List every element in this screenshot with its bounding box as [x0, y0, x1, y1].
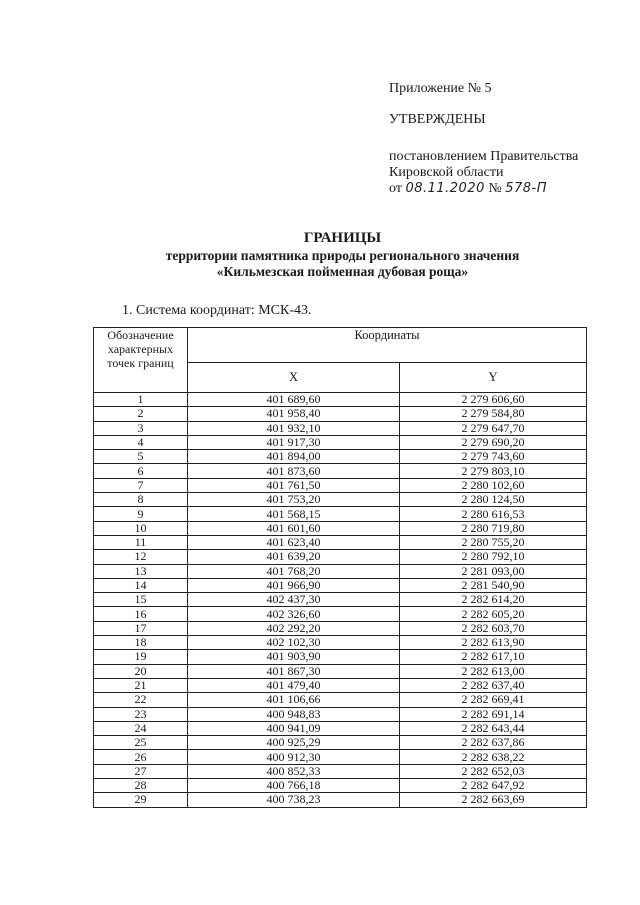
y-coordinate-cell: 2 279 803,10: [400, 464, 587, 478]
table-row: [94, 578, 587, 592]
x-coordinate-cell: 401 873,60: [188, 464, 400, 478]
y-coordinate-cell: 2 282 605,20: [400, 607, 587, 621]
table-row: [94, 678, 587, 692]
document-title: ГРАНИЦЫ: [303, 230, 382, 246]
x-coordinate-cell: 400 948,83: [188, 707, 400, 721]
point-number-cell: 5: [94, 450, 188, 464]
decree-number-handwritten: 578-П: [505, 181, 548, 196]
x-column-header: X: [188, 362, 400, 392]
point-number-cell: 28: [94, 779, 188, 793]
points-header-line: характерных: [107, 342, 174, 356]
coordinates-column-header: Координаты: [188, 328, 587, 363]
table-row: [94, 636, 587, 650]
x-coordinate-cell: 401 768,20: [188, 564, 400, 578]
x-coordinate-cell: 402 437,30: [188, 593, 400, 607]
point-number-cell: 20: [94, 664, 188, 678]
table-row: [94, 664, 587, 678]
table-row: [94, 521, 587, 535]
point-number-cell: 23: [94, 707, 188, 721]
decree-date-handwritten: 08.11.2020: [405, 181, 485, 196]
point-number-cell: 2: [94, 407, 188, 421]
point-number-cell: 19: [94, 650, 188, 664]
table-row: [94, 736, 587, 750]
y-column-header: Y: [400, 362, 587, 392]
y-coordinate-cell: 2 282 613,90: [400, 636, 587, 650]
table-row: [94, 764, 587, 778]
point-number-cell: 10: [94, 521, 188, 535]
point-number-cell: 13: [94, 564, 188, 578]
table-row: [94, 707, 587, 721]
y-coordinate-cell: 2 280 755,20: [400, 535, 587, 549]
points-column-header: [94, 328, 188, 393]
y-coordinate-cell: 2 282 637,40: [400, 678, 587, 692]
x-coordinate-cell: 401 761,50: [188, 478, 400, 492]
y-coordinate-cell: 2 282 663,69: [400, 793, 587, 807]
table-row: [94, 593, 587, 607]
table-row: [94, 493, 587, 507]
table-row: [94, 750, 587, 764]
decree-number-sign: №: [488, 181, 502, 196]
table-row: [94, 650, 587, 664]
point-number-cell: 11: [94, 535, 188, 549]
y-coordinate-cell: 2 279 743,60: [400, 450, 587, 464]
approved-label: УТВЕРЖДЕНЫ: [389, 112, 486, 127]
table-row: [94, 421, 587, 435]
point-number-cell: 15: [94, 593, 188, 607]
point-number-cell: 26: [94, 750, 188, 764]
table-row: [94, 507, 587, 521]
point-number-cell: 1: [94, 393, 188, 407]
x-coordinate-cell: 400 912,30: [188, 750, 400, 764]
table-row: [94, 693, 587, 707]
decree-line-1: постановлением Правительства: [389, 149, 579, 164]
y-coordinate-cell: 2 280 616,53: [400, 507, 587, 521]
x-coordinate-cell: 400 766,18: [188, 779, 400, 793]
x-coordinate-cell: 401 601,60: [188, 521, 400, 535]
coordinates-table-body: [94, 393, 587, 808]
y-coordinate-cell: 2 279 647,70: [400, 421, 587, 435]
decree-line-3: [389, 180, 547, 197]
y-coordinate-cell: 2 282 652,03: [400, 764, 587, 778]
y-coordinate-cell: 2 281 540,90: [400, 578, 587, 592]
y-coordinate-cell: 2 282 643,44: [400, 721, 587, 735]
point-number-cell: 24: [94, 721, 188, 735]
table-row: [94, 564, 587, 578]
point-number-cell: 29: [94, 793, 188, 807]
y-coordinate-cell: 2 282 691,14: [400, 707, 587, 721]
point-number-cell: 21: [94, 678, 188, 692]
y-coordinate-cell: 2 280 102,60: [400, 478, 587, 492]
point-number-cell: 7: [94, 478, 188, 492]
table-row: [94, 464, 587, 478]
y-coordinate-cell: 2 280 792,10: [400, 550, 587, 564]
table-row: [94, 621, 587, 635]
y-coordinate-cell: 2 279 690,20: [400, 435, 587, 449]
coordinate-system-label: 1. Система координат: МСК-43.: [122, 303, 312, 318]
y-coordinate-cell: 2 282 647,92: [400, 779, 587, 793]
points-header-line: Обозначение: [107, 328, 174, 342]
x-coordinate-cell: 401 623,40: [188, 535, 400, 549]
x-coordinate-cell: 400 941,09: [188, 721, 400, 735]
y-coordinate-cell: 2 282 638,22: [400, 750, 587, 764]
x-coordinate-cell: 400 738,23: [188, 793, 400, 807]
point-number-cell: 4: [94, 435, 188, 449]
x-coordinate-cell: 401 894,00: [188, 450, 400, 464]
decree-line-2: Кировской области: [389, 165, 504, 180]
y-coordinate-cell: 2 281 093,00: [400, 564, 587, 578]
y-coordinate-cell: 2 282 603,70: [400, 621, 587, 635]
x-coordinate-cell: 401 639,20: [188, 550, 400, 564]
x-coordinate-cell: 401 917,30: [188, 435, 400, 449]
x-coordinate-cell: 401 932,10: [188, 421, 400, 435]
y-coordinate-cell: 2 279 584,80: [400, 407, 587, 421]
y-coordinate-cell: 2 279 606,60: [400, 393, 587, 407]
x-coordinate-cell: 400 925,29: [188, 736, 400, 750]
x-coordinate-cell: 400 852,33: [188, 764, 400, 778]
point-number-cell: 18: [94, 636, 188, 650]
x-coordinate-cell: 401 958,40: [188, 407, 400, 421]
point-number-cell: 17: [94, 621, 188, 635]
table-row: [94, 607, 587, 621]
y-coordinate-cell: 2 282 617,10: [400, 650, 587, 664]
point-number-cell: 16: [94, 607, 188, 621]
x-coordinate-cell: 401 479,40: [188, 678, 400, 692]
point-number-cell: 12: [94, 550, 188, 564]
x-coordinate-cell: 401 966,90: [188, 578, 400, 592]
y-coordinate-cell: 2 282 637,86: [400, 736, 587, 750]
appendix-number: Приложение № 5: [389, 81, 492, 96]
decree-prefix: от: [389, 181, 402, 196]
x-coordinate-cell: 401 867,30: [188, 664, 400, 678]
table-row: [94, 721, 587, 735]
point-number-cell: 3: [94, 421, 188, 435]
document-subtitle-line-2: «Кильмезская пойменная дубовая роща»: [216, 264, 469, 279]
point-number-cell: 6: [94, 464, 188, 478]
table-row: [94, 793, 587, 807]
x-coordinate-cell: 402 102,30: [188, 636, 400, 650]
x-coordinate-cell: 401 689,60: [188, 393, 400, 407]
coordinates-table: [93, 327, 587, 808]
x-coordinate-cell: 401 106,66: [188, 693, 400, 707]
document-subtitle-line-1: территории памятника природы регионального значения: [165, 248, 520, 263]
point-number-cell: 22: [94, 693, 188, 707]
x-coordinate-cell: 401 753,20: [188, 493, 400, 507]
points-header-line: точек границ: [107, 356, 174, 370]
point-number-cell: 25: [94, 736, 188, 750]
table-row: [94, 450, 587, 464]
table-row: [94, 550, 587, 564]
x-coordinate-cell: 402 326,60: [188, 607, 400, 621]
table-row: [94, 435, 587, 449]
point-number-cell: 9: [94, 507, 188, 521]
table-row: [94, 535, 587, 549]
point-number-cell: 27: [94, 764, 188, 778]
y-coordinate-cell: 2 282 669,41: [400, 693, 587, 707]
point-number-cell: 14: [94, 578, 188, 592]
x-coordinate-cell: 402 292,20: [188, 621, 400, 635]
table-row: [94, 393, 587, 407]
point-number-cell: 8: [94, 493, 188, 507]
y-coordinate-cell: 2 282 614,20: [400, 593, 587, 607]
y-coordinate-cell: 2 280 719,80: [400, 521, 587, 535]
y-coordinate-cell: 2 280 124,50: [400, 493, 587, 507]
x-coordinate-cell: 401 568,15: [188, 507, 400, 521]
y-coordinate-cell: 2 282 613,00: [400, 664, 587, 678]
table-row: [94, 779, 587, 793]
table-row: [94, 407, 587, 421]
table-row: [94, 478, 587, 492]
x-coordinate-cell: 401 903,90: [188, 650, 400, 664]
